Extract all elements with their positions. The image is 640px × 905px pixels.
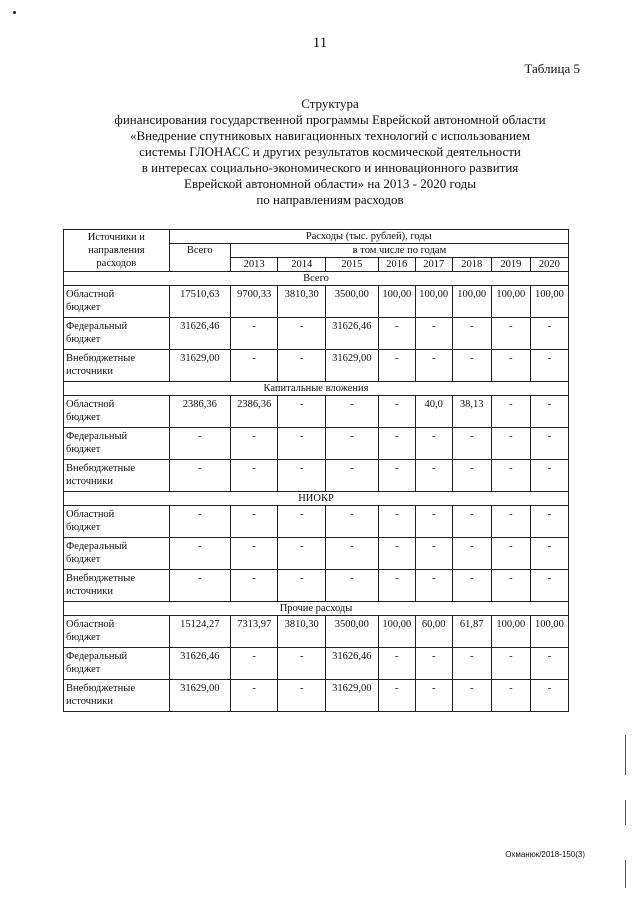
title-line: в интересах социально-экономического и инновационного развития	[141, 160, 519, 175]
value-year: -	[415, 350, 452, 382]
value-year: 38,13	[452, 396, 491, 428]
header-expenses: Расходы (тыс. рублей), годы	[169, 230, 568, 244]
value-year: -	[491, 506, 530, 538]
source-label	[64, 460, 170, 492]
header-source-cell	[64, 230, 170, 272]
value-total: -	[169, 460, 230, 492]
value-year: 100,00	[491, 286, 530, 318]
value-year: 3500,00	[325, 616, 378, 648]
value-year: -	[491, 648, 530, 680]
value-year: -	[278, 648, 326, 680]
document-title	[60, 96, 600, 208]
value-year: -	[378, 680, 415, 712]
value-year: -	[278, 396, 326, 428]
source-label-line: Федеральный	[66, 431, 128, 442]
scan-edge-mark	[625, 860, 626, 888]
financing-table	[63, 229, 569, 712]
value-year: -	[415, 506, 452, 538]
value-year: -	[378, 460, 415, 492]
value-year: 100,00	[530, 286, 568, 318]
value-year: -	[278, 506, 326, 538]
value-total: 17510,63	[169, 286, 230, 318]
source-label-line: Областной	[66, 399, 115, 410]
scan-speck	[13, 11, 16, 14]
value-total: -	[169, 506, 230, 538]
source-label	[64, 396, 170, 428]
value-year: -	[530, 396, 568, 428]
value-year: -	[230, 460, 278, 492]
source-label	[64, 680, 170, 712]
value-year: 40,0	[415, 396, 452, 428]
value-total: 31629,00	[169, 350, 230, 382]
source-label	[64, 570, 170, 602]
value-year: -	[491, 396, 530, 428]
value-year: -	[325, 538, 378, 570]
value-year: -	[278, 428, 326, 460]
source-label-line: Федеральный	[66, 541, 128, 552]
value-year: 100,00	[530, 616, 568, 648]
value-year: -	[452, 318, 491, 350]
value-year: 100,00	[378, 616, 415, 648]
header-source-line: расходов	[96, 258, 137, 269]
value-year: -	[452, 350, 491, 382]
value-year: -	[452, 648, 491, 680]
source-label-line: бюджет	[66, 664, 101, 675]
source-label-line: Областной	[66, 289, 115, 300]
value-year: -	[378, 318, 415, 350]
value-year: -	[491, 350, 530, 382]
section-header-row	[64, 492, 569, 506]
value-year: -	[530, 506, 568, 538]
value-year: -	[325, 570, 378, 602]
value-year: -	[378, 428, 415, 460]
value-year: -	[378, 538, 415, 570]
section-title: Всего	[64, 272, 569, 286]
value-year: -	[378, 648, 415, 680]
value-year: -	[530, 350, 568, 382]
value-year: -	[325, 396, 378, 428]
table-row	[64, 538, 569, 570]
section-header-row	[64, 602, 569, 616]
value-year: -	[530, 570, 568, 602]
source-label-line: бюджет	[66, 554, 101, 565]
source-label-line: Федеральный	[66, 321, 128, 332]
source-label	[64, 286, 170, 318]
source-label-line: бюджет	[66, 522, 101, 533]
value-year: -	[378, 396, 415, 428]
header-year: 2020	[530, 258, 568, 272]
header-source-line: направления	[88, 245, 145, 256]
value-year: -	[278, 680, 326, 712]
value-year: -	[278, 350, 326, 382]
value-year: -	[491, 460, 530, 492]
value-year: 100,00	[378, 286, 415, 318]
value-year: -	[415, 648, 452, 680]
header-year: 2019	[491, 258, 530, 272]
value-year: 60,00	[415, 616, 452, 648]
table-row	[64, 428, 569, 460]
table-row	[64, 460, 569, 492]
value-year: -	[278, 318, 326, 350]
table-row	[64, 506, 569, 538]
value-year: -	[230, 538, 278, 570]
table-label: Таблица 5	[524, 61, 580, 76]
source-label-line: Внебюджетные	[66, 353, 135, 364]
source-label	[64, 616, 170, 648]
source-label-line: бюджет	[66, 632, 101, 643]
table-row	[64, 286, 569, 318]
source-label-line: бюджет	[66, 412, 101, 423]
section-title: НИОКР	[64, 492, 569, 506]
value-year: -	[530, 428, 568, 460]
title-line: системы ГЛОНАСС и других результатов космической деятельности	[139, 144, 521, 159]
table-row	[64, 616, 569, 648]
value-total: 31626,46	[169, 648, 230, 680]
header-source-line: Источники и	[87, 232, 145, 243]
value-year: 3810,30	[278, 286, 326, 318]
value-year: 2386,36	[230, 396, 278, 428]
value-year: -	[415, 428, 452, 460]
value-year: 31626,46	[325, 648, 378, 680]
source-label	[64, 350, 170, 382]
value-year: -	[230, 350, 278, 382]
value-year: -	[378, 506, 415, 538]
scan-edge-mark	[625, 800, 626, 825]
section-header-row	[64, 272, 569, 286]
value-total: 15124,27	[169, 616, 230, 648]
value-year: 100,00	[415, 286, 452, 318]
value-year: -	[325, 506, 378, 538]
title-line: финансирования государственной программы Еврейской автономной области	[114, 112, 546, 127]
value-year: -	[325, 428, 378, 460]
value-year: 61,87	[452, 616, 491, 648]
scan-edge-mark	[625, 735, 626, 775]
value-year: -	[491, 428, 530, 460]
source-label	[64, 318, 170, 350]
title-line: по направлениям расходов	[256, 192, 404, 207]
value-year: -	[452, 460, 491, 492]
value-year: -	[230, 428, 278, 460]
value-total: 2386,36	[169, 396, 230, 428]
header-by-year: в том числе по годам	[230, 244, 568, 258]
header-year: 2016	[378, 258, 415, 272]
source-label-line: источники	[66, 696, 113, 707]
source-label-line: Внебюджетные	[66, 683, 135, 694]
table-row	[64, 396, 569, 428]
header-year: 2013	[230, 258, 278, 272]
value-year: -	[415, 460, 452, 492]
value-year: -	[230, 318, 278, 350]
header-year: 2014	[278, 258, 326, 272]
value-year: -	[452, 538, 491, 570]
source-label	[64, 428, 170, 460]
table-row	[64, 570, 569, 602]
value-year: 100,00	[491, 616, 530, 648]
value-year: -	[415, 538, 452, 570]
value-year: -	[378, 570, 415, 602]
title-line: Структура	[301, 96, 359, 111]
source-label-line: источники	[66, 476, 113, 487]
table-row	[64, 350, 569, 382]
footer-code: Охманюк/2018-150(3)	[505, 850, 585, 859]
table-row	[64, 318, 569, 350]
section-title: Капитальные вложения	[64, 382, 569, 396]
value-year: -	[415, 680, 452, 712]
title-line: Еврейской автономной области» на 2013 - 2020 годы	[184, 176, 476, 191]
value-year: 3810,30	[278, 616, 326, 648]
value-year: -	[230, 570, 278, 602]
value-year: -	[415, 318, 452, 350]
table-row	[64, 648, 569, 680]
value-year: 31629,00	[325, 680, 378, 712]
source-label-line: бюджет	[66, 334, 101, 345]
value-year: -	[491, 318, 530, 350]
value-total: -	[169, 570, 230, 602]
value-year: -	[230, 506, 278, 538]
value-year: -	[491, 680, 530, 712]
value-year: -	[230, 680, 278, 712]
value-year: 3500,00	[325, 286, 378, 318]
page-number: 11	[312, 35, 328, 51]
source-label-line: бюджет	[66, 302, 101, 313]
value-year: -	[278, 460, 326, 492]
value-year: 31626,46	[325, 318, 378, 350]
value-year: -	[230, 648, 278, 680]
value-year: -	[452, 506, 491, 538]
value-total: -	[169, 538, 230, 570]
value-year: 7313,97	[230, 616, 278, 648]
value-year: -	[452, 570, 491, 602]
value-total: 31626,46	[169, 318, 230, 350]
value-total: -	[169, 428, 230, 460]
source-label-line: Областной	[66, 619, 115, 630]
value-year: -	[278, 538, 326, 570]
value-total: 31629,00	[169, 680, 230, 712]
value-year: -	[452, 680, 491, 712]
title-line: «Внедрение спутниковых навигационных технологий с использованием	[129, 128, 531, 143]
source-label-line: источники	[66, 586, 113, 597]
source-label-line: Областной	[66, 509, 115, 520]
value-year: -	[530, 680, 568, 712]
value-year: 100,00	[452, 286, 491, 318]
source-label-line: Федеральный	[66, 651, 128, 662]
source-label-line: Внебюджетные	[66, 463, 135, 474]
section-header-row	[64, 382, 569, 396]
value-year: -	[278, 570, 326, 602]
value-year: -	[530, 318, 568, 350]
value-year: -	[530, 648, 568, 680]
value-year: -	[491, 570, 530, 602]
value-year: -	[378, 350, 415, 382]
table-row	[64, 680, 569, 712]
header-total: Всего	[169, 244, 230, 272]
source-label	[64, 506, 170, 538]
source-label	[64, 538, 170, 570]
source-label-line: Внебюджетные	[66, 573, 135, 584]
header-year: 2015	[325, 258, 378, 272]
value-year: -	[530, 538, 568, 570]
source-label-line: бюджет	[66, 444, 101, 455]
value-year: 9700,33	[230, 286, 278, 318]
value-year: -	[325, 460, 378, 492]
value-year: 31629,00	[325, 350, 378, 382]
value-year: -	[491, 538, 530, 570]
value-year: -	[530, 460, 568, 492]
header-year: 2018	[452, 258, 491, 272]
header-row	[64, 230, 569, 244]
header-year: 2017	[415, 258, 452, 272]
source-label	[64, 648, 170, 680]
section-title: Прочие расходы	[64, 602, 569, 616]
source-label-line: источники	[66, 366, 113, 377]
value-year: -	[415, 570, 452, 602]
value-year: -	[452, 428, 491, 460]
